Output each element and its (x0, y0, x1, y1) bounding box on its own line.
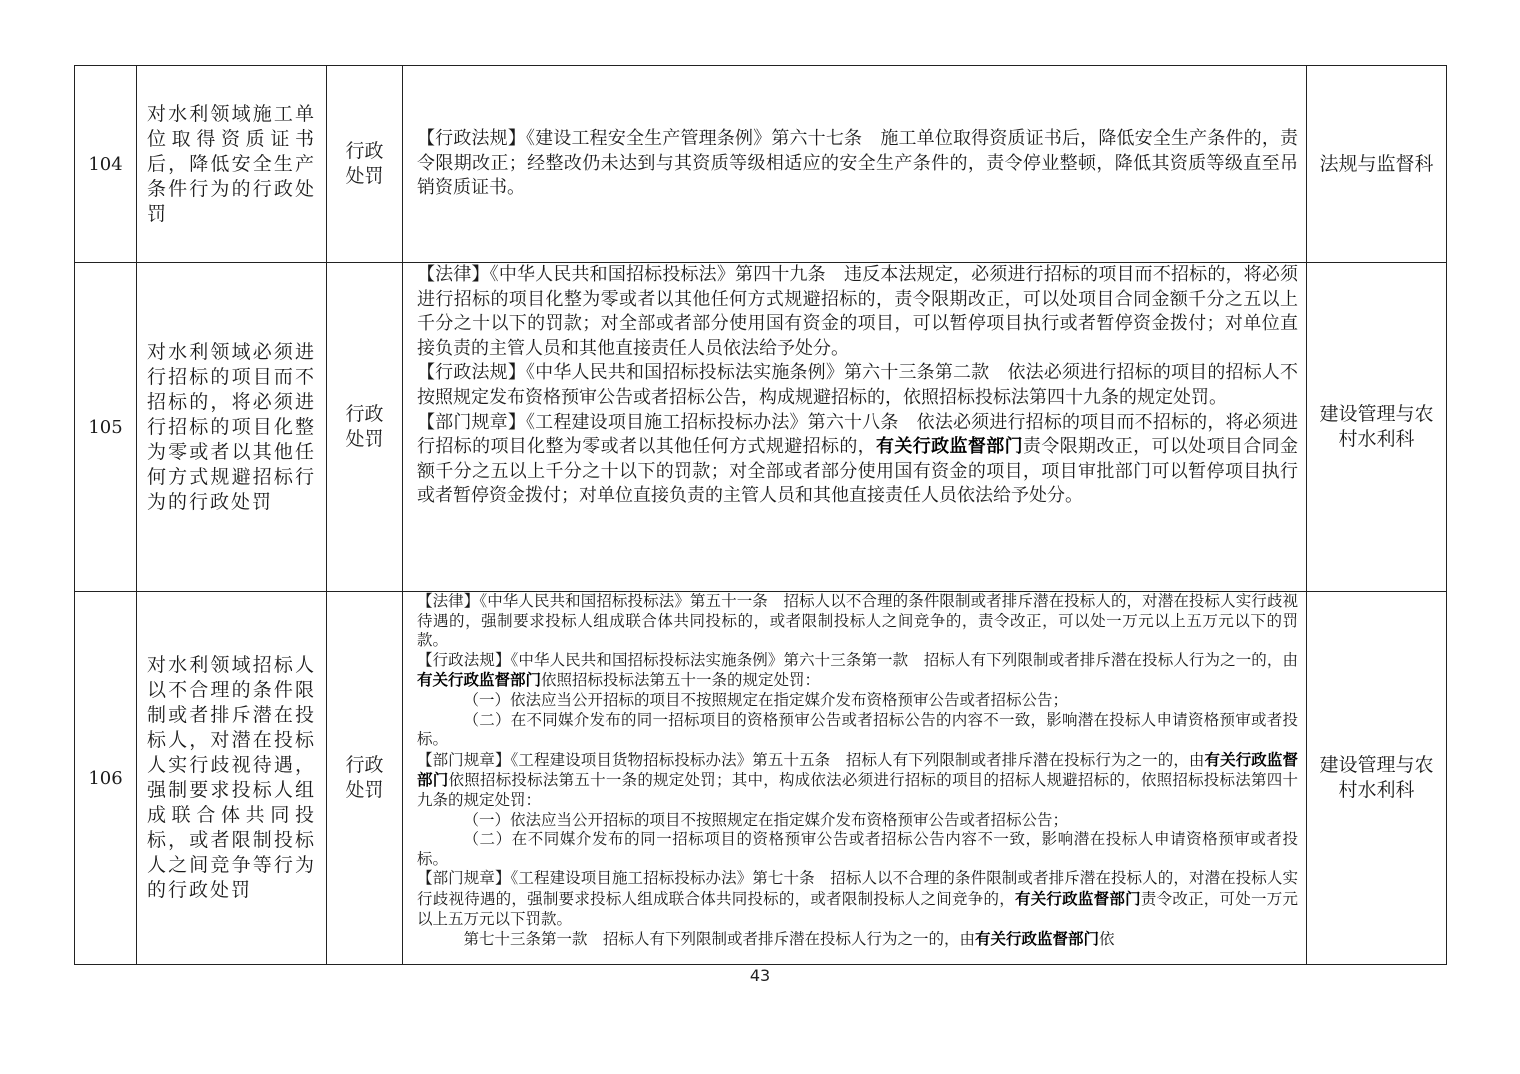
penalty-type (327, 592, 403, 965)
penalty-type (327, 263, 403, 592)
emphasized-authority: 有关行政监督部门 (876, 436, 1023, 458)
legal-clause (417, 830, 1298, 869)
clause-text: 【部门规章】《工程建设项目施工招标投标办法》第六十八条 依法必须进行招标的项目而不招标的，将必须进行招标的项目化整为零或者以其他任何方式规避招标的， (417, 411, 1298, 458)
legal-clause (417, 592, 1298, 651)
legal-clause (417, 411, 1298, 509)
legal-clause (417, 651, 1298, 691)
penalty-table (74, 65, 1447, 965)
row-number: 106 (75, 592, 137, 965)
legal-clause (417, 711, 1298, 750)
clause-text: 依照招标投标法第五十一条的规定处罚；其中，构成依法必须进行招标的项目的招标人规避招标的，依照招标投标法第四十九条的规定处罚： (417, 771, 1298, 809)
item-name: 对水利领域必须进行招标的项目而不招标的，将必须进行招标的项目化整为零或者以其他任何方式规避招标行为的行政处罚 (137, 263, 327, 592)
clause-text: （二）在不同媒介发布的同一招标项目的资格预审公告或者招标公告的内容不一致，影响潜在投标人申请资格预审或者投标。 (417, 710, 1298, 749)
penalty-type-line: 处罚 (345, 165, 384, 187)
penalty-type-line: 处罚 (345, 779, 384, 801)
emphasized-authority: 有关行政监督部门 (975, 929, 1100, 949)
penalty-type-line: 行政 (345, 403, 384, 425)
clause-text: 【法律】《中华人民共和国招标投标法》第四十九条 违反本法规定，必须进行招标的项目而不招标的，将必须进行招标的项目化整为零或者以其他任何方式规避招标的，责令限期改正，可以处项目合同金额千分之五以上千分之十以下的罚款；对全部或者部分使用国有资金的项目，可以暂停项目执行或者暂停资金拨付；对单位直接负责的主管人员和其他直接责任人员依法给予处分。 (417, 264, 1298, 359)
item-name: 对水利领域施工单位取得资质证书后，降低安全生产条件行为的行政处罚 (137, 66, 327, 263)
penalty-type-line: 行政 (345, 140, 384, 162)
table-row (75, 66, 1447, 263)
legal-clause (417, 691, 1298, 711)
emphasized-authority: 有关行政监督部门 (417, 749, 1298, 790)
legal-clause (417, 750, 1298, 811)
legal-clause (417, 869, 1298, 929)
table-row (75, 592, 1447, 965)
legal-basis (403, 592, 1307, 965)
row-number: 105 (75, 263, 137, 592)
legal-basis (403, 66, 1307, 263)
emphasized-authority: 有关行政监督部门 (417, 670, 542, 690)
emphasized-authority: 有关行政监督部门 (1014, 888, 1141, 908)
page-number: 43 (749, 966, 771, 985)
clause-text: 【部门规章】《工程建设项目施工招标投标办法》第七十条 招标人以不合理的条件限制或者排斥潜在投标人的，对潜在投标人实行歧视待遇的，强制要求投标人组成联合体共同投标的，或者限制投标人之间竞争的， (417, 869, 1298, 908)
responsible-department: 建设管理与农村水利科 (1307, 592, 1447, 965)
legal-clause (417, 929, 1298, 950)
clause-text: 依 (1099, 930, 1115, 949)
responsible-department: 建设管理与农村水利科 (1307, 263, 1447, 592)
clause-text: 责令改正，可处一万元以上五万元以下罚款。 (417, 889, 1298, 928)
clause-text: （一）依法应当公开招标的项目不按照规定在指定媒介发布资格预审公告或者招标公告； (463, 690, 1069, 709)
legal-clause (417, 811, 1298, 831)
penalty-type-line: 行政 (345, 754, 384, 776)
clause-text: 【法律】《中华人民共和国招标投标法》第五十一条 招标人以不合理的条件限制或者排斥潜在投标人的，对潜在投标人实行歧视待遇的，强制要求投标人组成联合体共同投标的，或者限制投标人之间竞争的，责令改正，可以处一万元以上五万元以下的罚款。 (417, 592, 1298, 650)
clause-text: 【部门规章】《工程建设项目货物招标投标办法》第五十五条 招标人有下列限制或者排斥潜在投标行为之一的，由 (417, 750, 1205, 769)
item-name: 对水利领域招标人以不合理的条件限制或者排斥潜在投标人，对潜在投标人实行歧视待遇，强制要求投标人组成联合体共同投标，或者限制投标人之间竞争等行为的行政处罚 (137, 592, 327, 965)
legal-clause (417, 127, 1298, 201)
clause-text: （二）在不同媒介发布的同一招标项目的资格预审公告或者招标公告内容不一致，影响潜在投标人申请资格预审或者投标。 (417, 830, 1298, 868)
legal-clause (417, 361, 1298, 410)
clause-text: 依照招标投标法第五十一条的规定处罚： (541, 671, 821, 690)
clause-text: 【行政法规】《中华人民共和国招标投标法实施条例》第六十三条第一款 招标人有下列限制或者排斥潜在投标人行为之一的，由 (417, 650, 1298, 669)
penalty-type-line: 处罚 (345, 428, 384, 450)
clause-text: 【行政法规】《中华人民共和国招标投标法实施条例》第六十三条第二款 依法必须进行招标的项目的招标人不按照规定发布资格预审公告或者招标公告，构成规避招标的，依照招标投标法第四十九条的规定处罚。 (417, 362, 1298, 408)
clause-text: （一）依法应当公开招标的项目不按照规定在指定媒介发布资格预审公告或者招标公告； (463, 810, 1069, 829)
responsible-department: 法规与监督科 (1307, 66, 1447, 263)
legal-basis (403, 263, 1307, 592)
clause-text: 【行政法规】《建设工程安全生产管理条例》第六十七条 施工单位取得资质证书后，降低安全生产条件的，责令限期改正；经整改仍未达到与其资质等级相适应的安全生产条件的，责令停业整顿，降低其资质等级直至吊销资质证书。 (417, 128, 1298, 199)
row-number: 104 (75, 66, 137, 263)
table-row (75, 263, 1447, 592)
penalty-type (327, 66, 403, 263)
clause-text: 第七十三条第一款 招标人有下列限制或者排斥潜在投标人行为之一的，由 (463, 930, 976, 949)
clause-text: 责令限期改正，可以处项目合同金额千分之五以上千分之十以下的罚款；对全部或者部分使用国有资金的项目，项目审批部门可以暂停项目执行或者暂停资金拨付；对单位直接负责的主管人员和其他直接责任人员依法给予处分。 (417, 436, 1299, 507)
legal-clause (417, 263, 1298, 361)
